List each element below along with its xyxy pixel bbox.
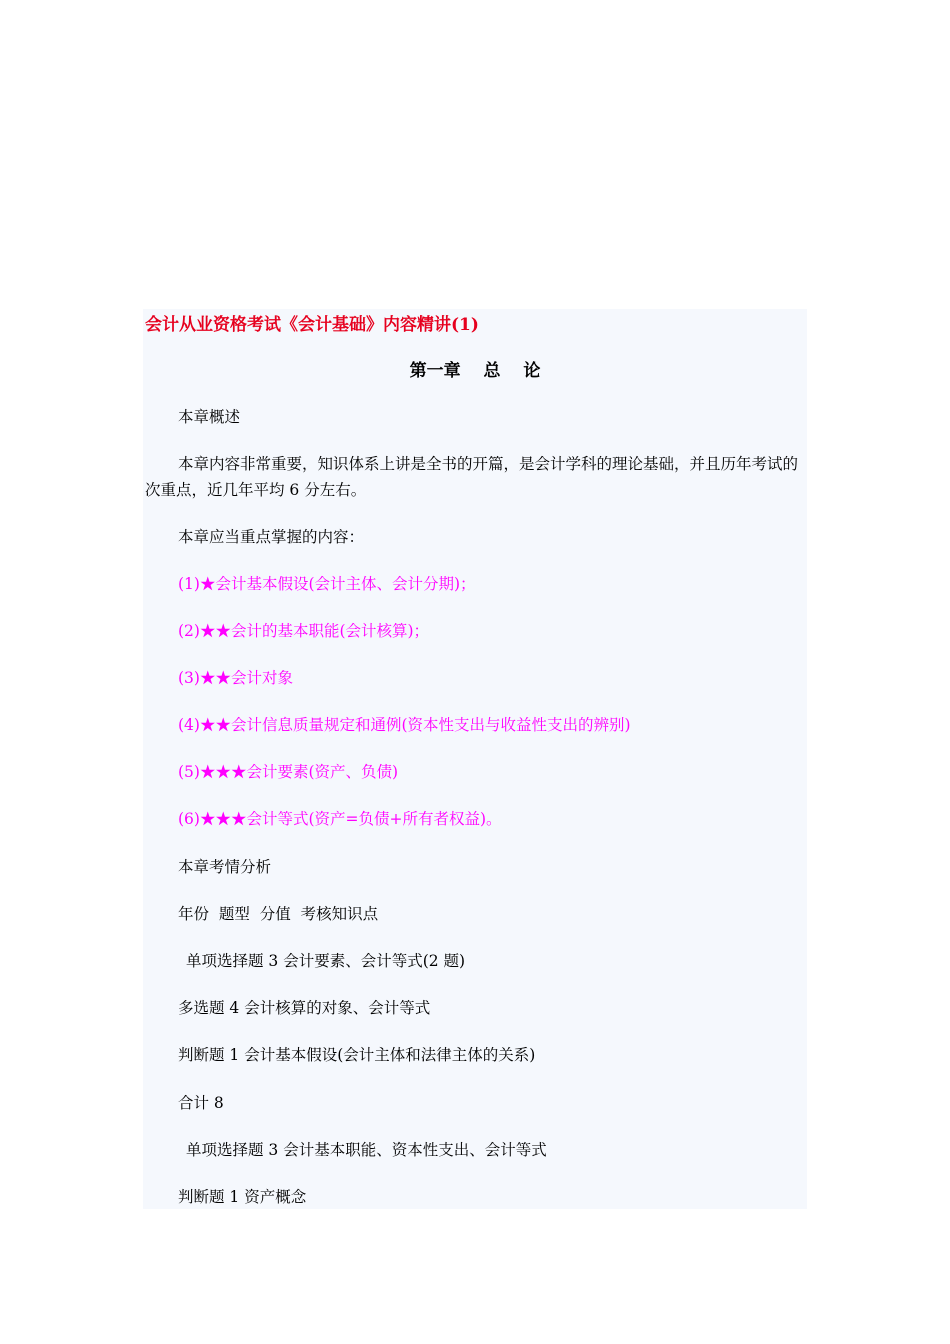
- article-content: [143, 309, 807, 1209]
- analysis-row: 合计 8: [178, 1094, 224, 1112]
- overview-paragraph: 本章内容非常重要，知识体系上讲是全书的开篇，是会计学科的理论基础，并且历年考试的次重点，近几年平均 6 分左右。: [145, 455, 799, 499]
- analysis-row: 单项选择题 3 会计基本职能、资本性支出、会计等式: [186, 1141, 547, 1159]
- key-point-item: (3)★★会计对象: [178, 669, 293, 687]
- key-point-item: (2)★★会计的基本职能(会计核算)；: [178, 622, 430, 640]
- key-points-heading: 本章应当重点掌握的内容：: [178, 528, 365, 546]
- chapter-heading: 第一章 总 论: [409, 361, 541, 381]
- analysis-row: 判断题 1 资产概念: [178, 1188, 307, 1206]
- analysis-row: 判断题 1 会计基本假设(会计主体和法律主体的关系): [178, 1046, 536, 1064]
- analysis-table-header: 年份 题型 分值 考核知识点: [178, 905, 379, 923]
- key-point-item: (5)★★★会计要素(资产、负债): [178, 763, 399, 781]
- analysis-heading: 本章考情分析: [178, 858, 272, 876]
- overview-heading: 本章概述: [178, 408, 241, 426]
- key-point-item: (4)★★会计信息质量规定和通例(资本性支出与收益性支出的辨别): [178, 716, 631, 734]
- key-point-item: (6)★★★会计等式(资产=负债+所有者权益)。: [178, 810, 502, 828]
- key-point-item: (1)★会计基本假设(会计主体、会计分期)；: [178, 575, 476, 593]
- analysis-row: 单项选择题 3 会计要素、会计等式(2 题): [186, 952, 466, 970]
- article-title: 会计从业资格考试《会计基础》内容精讲(1): [145, 315, 479, 335]
- analysis-row: 多选题 4 会计核算的对象、会计等式: [178, 999, 431, 1017]
